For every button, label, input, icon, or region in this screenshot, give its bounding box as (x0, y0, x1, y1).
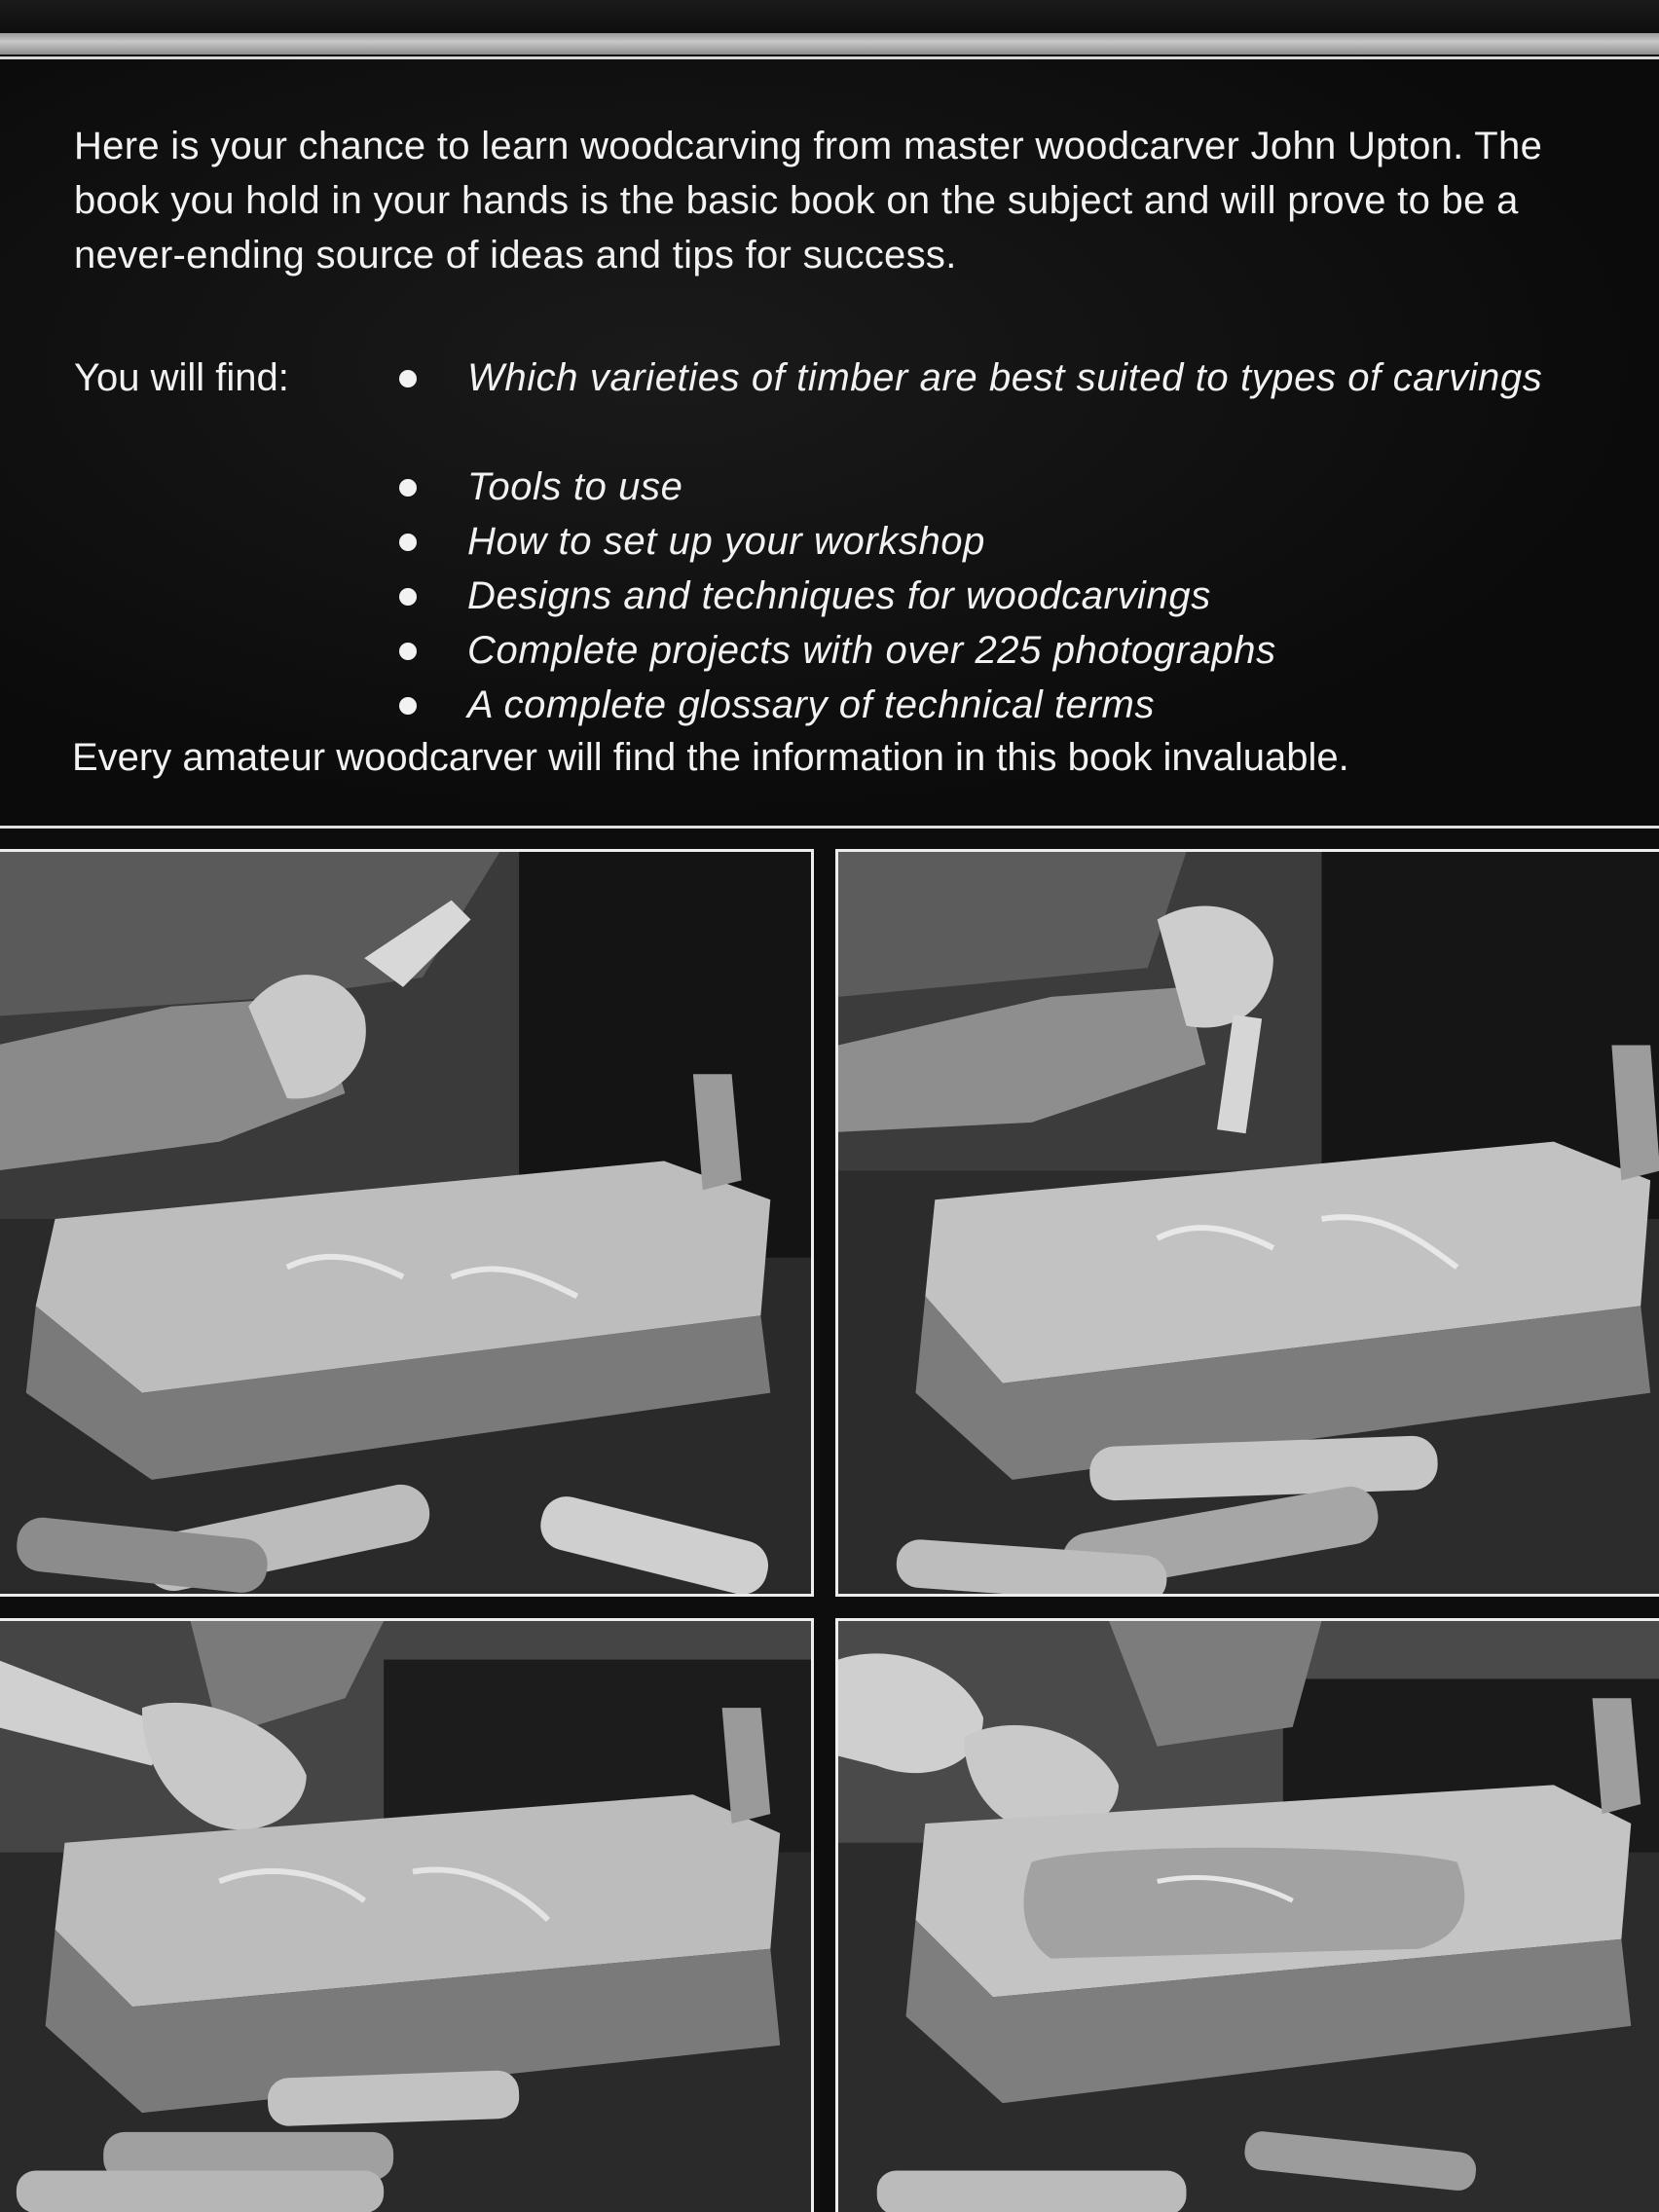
feature-item (0, 678, 1659, 732)
photo-carving-step-2 (835, 849, 1659, 1597)
feature-item (0, 569, 1659, 623)
feature-item (0, 350, 1659, 405)
feature-text: Complete projects with over 225 photographs (467, 629, 1276, 672)
feature-item (0, 623, 1659, 678)
feature-text: How to set up your workshop (467, 520, 986, 563)
feature-text: Tools to use (467, 465, 683, 508)
bullet-icon (399, 370, 417, 387)
bullet-icon (399, 479, 417, 497)
feature-text: Designs and techniques for woodcarvings (467, 574, 1211, 617)
woodcarving-photo (0, 1621, 811, 2212)
intro-paragraph: Here is your chance to learn woodcarving from master woodcarver John Upton. The book you hold in your hands is the basic book on the subject and will prove to be a never-ending source of ideas and tips for success. (74, 125, 1543, 276)
top-gray-rule (0, 33, 1659, 55)
photo-carving-step-3 (0, 1618, 814, 2212)
bullet-icon (399, 643, 417, 660)
bullet-icon (399, 534, 417, 551)
woodcarving-photo (838, 852, 1659, 1594)
section-divider (0, 826, 1659, 829)
feature-item (0, 460, 1659, 514)
photo-carving-step-4 (835, 1618, 1659, 2212)
photo-carving-step-1 (0, 849, 814, 1597)
top-strip (0, 0, 1659, 33)
bullet-icon (399, 697, 417, 715)
feature-item (0, 514, 1659, 569)
feature-text: Which varieties of timber are best suited to types of carvings (467, 356, 1543, 399)
feature-text: A complete glossary of technical terms (467, 683, 1156, 726)
find-label: You will find: (74, 356, 289, 399)
closing-sentence: Every amateur woodcarver will find the information in this book invaluable. (72, 736, 1349, 779)
bullet-icon (399, 588, 417, 606)
woodcarving-photo (838, 1621, 1659, 2212)
woodcarving-photo (0, 852, 811, 1594)
